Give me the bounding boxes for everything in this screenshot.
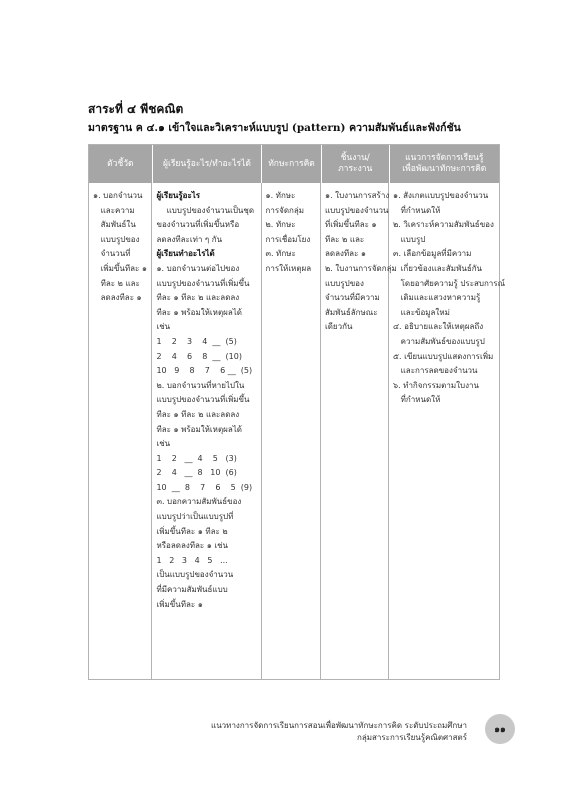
cell-line: โดยอาศัยความรู้ ประสบการณ์ <box>393 278 506 288</box>
cell-line: ลดลงทีละ ๑ <box>325 249 366 259</box>
cell-line: ทีละ ๒ และ <box>93 278 140 288</box>
cell-line: ทีละ ๒ และ <box>325 234 365 244</box>
cell-line: ลดลงทีละ ๑ <box>93 293 142 303</box>
cell-line: เพิ่มขึ้นทีละ ๑ <box>93 263 147 273</box>
cell-line: จำนวนที่ <box>93 249 131 259</box>
cell-line: แบบรูปว่าเป็นแบบรูปที่ <box>156 512 234 522</box>
cell-line: ทีละ ๑ พร้อมให้เหตุผลได้ <box>156 307 242 317</box>
cell-line: จำนวนที่มีความ <box>325 293 380 303</box>
cell-line: เดิมและแสวงหาความรู้ <box>393 293 481 303</box>
cell-line: เป็นแบบรูปของจำนวน <box>156 570 234 580</box>
cell-line: แบบรูปของ <box>93 234 140 244</box>
cell-line: ที่กำหนดให้ <box>393 395 441 405</box>
cell-line: การให้เหตุผล <box>265 263 312 273</box>
cell-line: ที่มีความสัมพันธ์แบบ <box>156 585 228 595</box>
cell-tasks <box>321 183 397 679</box>
cell-line: หรือลดลงทีละ ๑ เช่น <box>156 541 229 551</box>
header-teaching-approach: แนวการจัดการเรียนรู้ เพื่อพัฒนาทักษะการคิด <box>402 153 487 174</box>
section-heading <box>88 100 508 137</box>
page-footer <box>211 720 467 744</box>
cell-line: 10 __ 8 7 6 5 (9) <box>156 482 253 492</box>
cell-line: และการลดของจำนวน <box>393 366 478 376</box>
table-body-row <box>89 183 506 679</box>
cell-line: ๕. เขียนแบบรูปแสดงการเพิ่ม <box>393 351 494 361</box>
cell-line: การเชื่อมโยง <box>265 234 311 244</box>
header-learner-outcomes: ผู้เรียนรู้อะไร/ทำอะไรได้ <box>153 145 262 183</box>
cell-line: ๒. บอกจำนวนที่หายไปใน <box>156 380 245 390</box>
cell-line: การจัดกลุ่ม <box>265 205 305 215</box>
cell-line: เพิ่มขึ้นทีละ ๑ ทีละ ๒ <box>156 526 228 536</box>
cell-line: ๓. ทักษะ <box>265 249 296 259</box>
cell-line: ๖. ทำกิจกรรมตามใบงาน <box>393 380 479 390</box>
header-thinking-skills: ทักษะการคิด <box>262 145 322 183</box>
cell-thinking-skills <box>262 183 322 679</box>
cell-line: 1 2 3 4 5 ... <box>156 555 228 565</box>
standard-title: มาตรฐาน ค ๔.๑ เข้าใจและวิเคราะห์แบบรูป (pattern) ความสัมพันธ์และฟังก์ชัน <box>88 122 461 134</box>
cell-line: ทีละ ๑ พร้อมให้เหตุผลได้ <box>156 424 242 434</box>
cell-line: ทีละ ๑ ทีละ ๒ และลดลง <box>156 409 240 419</box>
page-number-badge: ๑๑ <box>485 714 515 744</box>
cell-line: ๒. วิเคราะห์ความสัมพันธ์ของ <box>393 220 494 230</box>
cell-line: ที่เพิ่มขึ้นทีละ ๑ <box>325 220 377 230</box>
cell-line: 1 2 __ 4 5 (3) <box>156 453 237 463</box>
cell-line: ๒. ใบงานการจัดกลุ่ม <box>325 263 397 273</box>
header-indicators: ตัวชี้วัด <box>89 145 153 183</box>
cell-line: ผู้เรียนทำอะไรได้ <box>156 249 215 259</box>
cell-line: แบบรูปของจำนวนเป็นชุด <box>156 205 255 215</box>
cell-line: แบบรูป <box>393 234 426 244</box>
footer-subject-group: กลุ่มสาระการเรียนรู้คณิตศาสตร์ <box>356 733 467 742</box>
cell-line: ทีละ ๑ ทีละ ๒ และลดลง <box>156 293 240 303</box>
cell-teaching-approach <box>389 183 506 679</box>
subject-title: สาระที่ ๔ พีชคณิต <box>88 102 184 116</box>
table-header-row <box>89 145 499 183</box>
cell-line: และข้อมูลใหม่ <box>393 307 450 317</box>
cell-learner-outcomes <box>152 183 261 679</box>
header-tasks: ชิ้นงาน/ ภาระงาน <box>322 145 390 183</box>
cell-line: 2 4 6 8 __ (10) <box>156 351 242 361</box>
cell-line: ลดลงทีละเท่า ๆ กัน <box>156 234 223 244</box>
cell-line: แบบรูปของจำนวนที่เพิ่มขึ้น <box>156 278 250 288</box>
cell-line: ๑. ใบงานการสร้าง <box>325 191 390 200</box>
cell-line: สัมพันธ์ใน <box>93 220 136 230</box>
cell-line: ๑. ทักษะ <box>265 191 296 200</box>
cell-line: แบบรูปของจำนวน <box>325 205 389 215</box>
cell-line: เช่น <box>156 439 171 449</box>
cell-line: ของจำนวนที่เพิ่มขึ้นหรือ <box>156 220 240 230</box>
cell-indicators <box>89 183 152 679</box>
cell-line: ๓. บอกความสัมพันธ์ของ <box>156 497 242 507</box>
cell-line: แบบรูปของ <box>325 278 364 288</box>
cell-line: เกี่ยวข้องและสัมพันธ์กัน <box>393 263 483 273</box>
footer-book-title: แนวทางการจัดการเรียนการสอนเพื่อพัฒนาทักษะการคิด ระดับประถมศึกษา <box>211 721 467 730</box>
cell-line: เช่น <box>156 322 171 332</box>
cell-line: เพิ่มขึ้นทีละ ๑ <box>156 599 203 609</box>
cell-line: เดียวกัน <box>325 322 353 332</box>
cell-line: 10 9 8 7 6 __ (5) <box>156 366 253 376</box>
cell-line: ๑. บอกจำนวน <box>93 191 143 200</box>
cell-line: ๓. เลือกข้อมูลที่มีความ <box>393 249 472 259</box>
cell-line: 1 2 3 4 __ (5) <box>156 336 237 346</box>
cell-line: แบบรูปของจำนวนที่เพิ่มขึ้น <box>156 395 250 405</box>
cell-line: และความ <box>93 205 135 215</box>
cell-line: ๒. ทักษะ <box>265 220 296 230</box>
cell-line: ๔. อธิบายและให้เหตุผลถึง <box>393 322 484 332</box>
cell-line: ผู้เรียนรู้อะไร <box>156 191 201 200</box>
learning-table <box>88 144 506 680</box>
cell-line: ๑. สังเกตแบบรูปของจำนวน <box>393 191 489 200</box>
cell-line: สัมพันธ์ลักษณะ <box>325 307 378 317</box>
cell-line: ความสัมพันธ์ของแบบรูป <box>393 336 485 346</box>
cell-line: 2 4 __ 8 10 (6) <box>156 468 237 478</box>
cell-line: ที่กำหนดให้ <box>393 205 441 215</box>
cell-line: ๑. บอกจำนวนต่อไปของ <box>156 263 240 273</box>
